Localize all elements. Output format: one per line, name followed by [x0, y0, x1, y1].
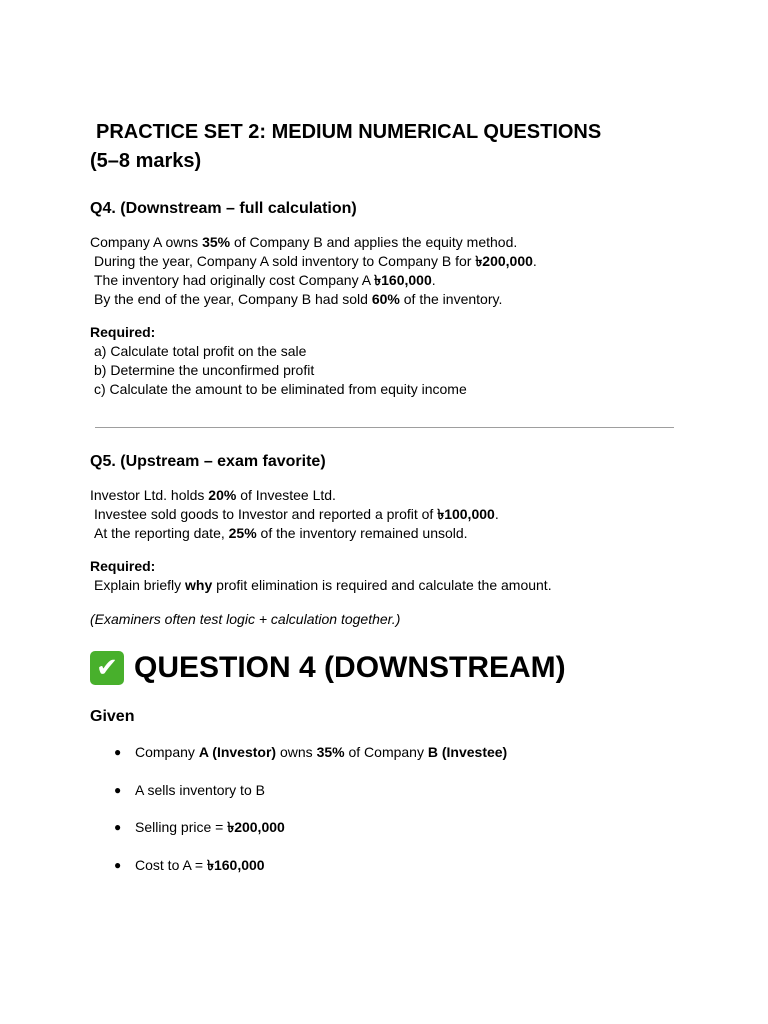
text-run: Company A owns — [90, 234, 203, 250]
text-run: . — [532, 253, 537, 269]
practice-set-heading-line2: (5–8 marks) — [90, 150, 202, 172]
text-run: of Company B and applies the equity method. — [230, 234, 518, 250]
list-item — [90, 781, 680, 800]
text-run: Selling price = — [135, 819, 228, 835]
q4-statement-line — [90, 290, 680, 309]
given-heading: Given — [90, 708, 135, 725]
q4-statement-line — [90, 233, 680, 252]
q4-required-label: Required: — [90, 324, 156, 340]
q4-required-item: c) Calculate the amount to be eliminated from equity income — [94, 381, 467, 397]
text-run-bold: ৳160,000 — [374, 272, 432, 288]
q4-required-item: a) Calculate total profit on the sale — [94, 343, 307, 359]
q4-required-item: b) Determine the unconfirmed profit — [94, 362, 315, 378]
text-run: A sells inventory to B — [135, 781, 265, 798]
practice-set-heading — [90, 118, 680, 176]
text-run: By the end of the year, Company B had sold — [94, 291, 372, 307]
text-run: of the inventory remained unsold. — [256, 525, 468, 541]
text-run: profit elimination is required and calculate the amount. — [212, 577, 552, 593]
q4-title: Q4. (Downstream – full calculation) — [90, 200, 357, 217]
bullet-icon: ● — [114, 820, 122, 834]
text-run-bold: 35% — [202, 234, 231, 250]
text-run: Explain briefly — [94, 577, 186, 593]
text-run: of the inventory. — [399, 291, 503, 307]
text-run: of Investee Ltd. — [236, 487, 336, 503]
q5-statement — [90, 486, 680, 543]
q5-statement-line — [90, 524, 680, 543]
text-run: . — [431, 272, 436, 288]
q5-statement-line — [90, 505, 680, 524]
text-run: At the reporting date, — [94, 525, 229, 541]
q4-statement-line — [90, 252, 680, 271]
text-run: The inventory had originally cost Company A — [94, 272, 375, 288]
text-run-bold: 60% — [371, 291, 400, 307]
question-4-heading — [90, 648, 680, 688]
bullet-icon: ● — [114, 782, 122, 797]
q5-required-item — [90, 576, 680, 595]
q4-statement-line — [90, 271, 680, 290]
list-item — [90, 743, 680, 762]
text-run: of Company — [344, 744, 428, 760]
practice-set-heading-line1: PRACTICE SET 2: MEDIUM NUMERICAL QUESTIONS — [96, 121, 602, 143]
text-run-bold: ৳100,000 — [437, 506, 495, 522]
list-item — [90, 856, 680, 875]
text-run-bold: ৳160,000 — [207, 856, 265, 873]
given-list — [90, 743, 680, 875]
text-run-bold: 25% — [228, 525, 257, 541]
q4-required — [90, 323, 680, 399]
text-run-bold: ৳200,000 — [475, 253, 533, 269]
bullet-icon: ● — [114, 857, 122, 872]
check-mark-icon: ✔ — [90, 651, 124, 685]
list-item — [90, 818, 680, 837]
q5-statement-line — [90, 486, 680, 505]
examiner-note: (Examiners often test logic + calculation together.) — [90, 611, 401, 627]
q4-statement — [90, 233, 680, 309]
document-page — [90, 118, 680, 893]
text-run-bold: 35% — [316, 744, 345, 760]
q5-required-label: Required: — [90, 558, 156, 574]
text-run-bold: 20% — [208, 487, 237, 503]
text-run-bold: A (Investor) — [198, 744, 277, 760]
text-run: Company — [135, 744, 199, 760]
text-run-bold: ৳200,000 — [227, 819, 285, 835]
text-run: Investor Ltd. holds — [90, 487, 209, 503]
bullet-icon: ● — [114, 745, 122, 759]
text-run: Investee sold goods to Investor and reported a profit of — [94, 506, 438, 522]
text-run: Cost to A = — [135, 856, 207, 873]
text-run-bold: B (Investee) — [427, 744, 508, 760]
q5-title: Q5. (Upstream – exam favorite) — [90, 453, 326, 470]
text-run: owns — [276, 744, 317, 760]
question-4-heading-text: QUESTION 4 (DOWNSTREAM) — [134, 651, 566, 684]
text-run: . — [494, 506, 499, 522]
text-run-bold: why — [185, 577, 213, 593]
q5-required — [90, 557, 680, 595]
section-divider — [95, 427, 674, 428]
text-run: During the year, Company A sold inventory to Company B for — [94, 253, 476, 269]
